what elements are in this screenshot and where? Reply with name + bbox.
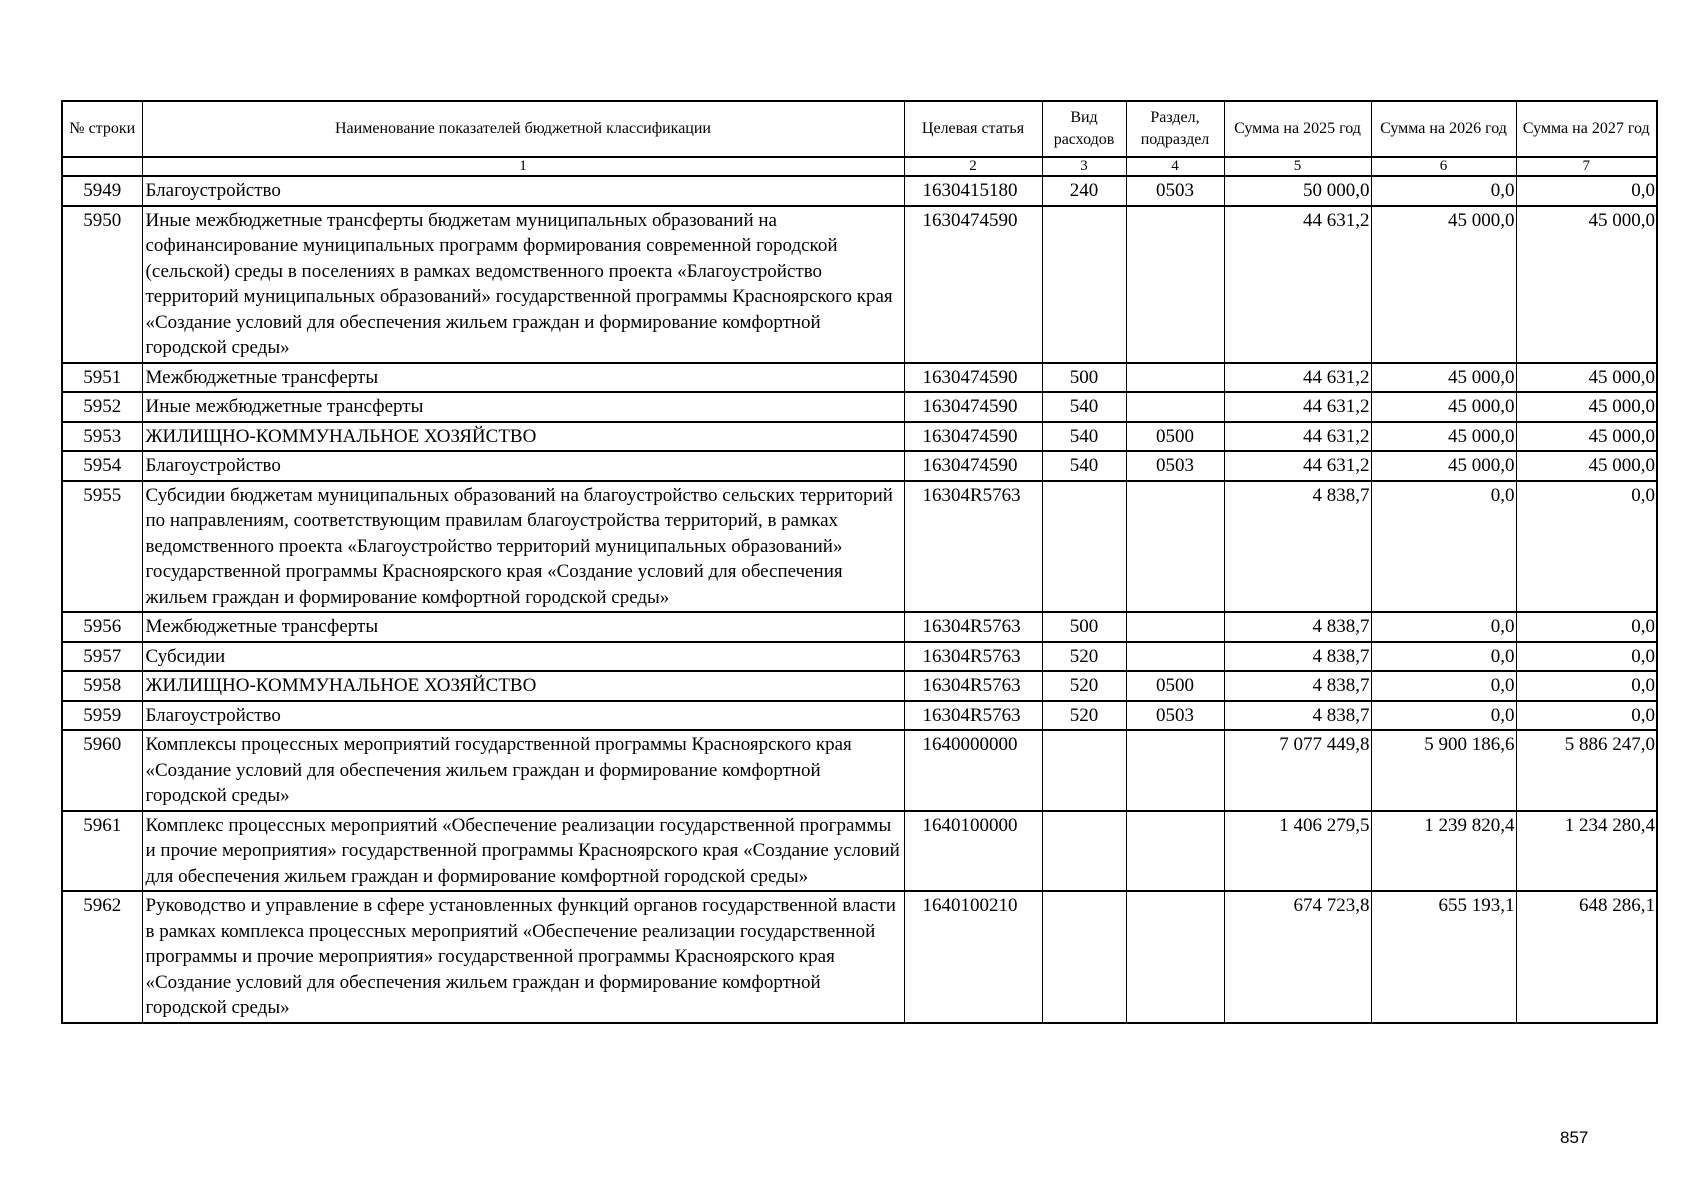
header-expense-type: Вид расходов — [1042, 101, 1126, 157]
sum-2027-cell: 45 000,0 — [1516, 392, 1657, 422]
row-number-cell: 5962 — [62, 891, 142, 1023]
sum-2027-cell: 45 000,0 — [1516, 206, 1657, 363]
row-number-cell: 5951 — [62, 363, 142, 393]
table-row — [62, 176, 1657, 206]
target-article-cell: 1640100210 — [904, 891, 1042, 1023]
target-article-cell: 16304R5763 — [904, 642, 1042, 672]
name-cell: ЖИЛИЩНО-КОММУНАЛЬНОЕ ХОЗЯЙСТВО — [142, 671, 904, 701]
name-cell: Благоустройство — [142, 451, 904, 481]
sum-2025-cell: 44 631,2 — [1224, 363, 1371, 393]
section-cell: 0500 — [1126, 671, 1224, 701]
sum-2025-cell: 44 631,2 — [1224, 206, 1371, 363]
target-article-cell: 1630474590 — [904, 206, 1042, 363]
expense-type-cell: 520 — [1042, 701, 1126, 731]
expense-type-cell — [1042, 481, 1126, 613]
table-row — [62, 671, 1657, 701]
name-cell: Иные межбюджетные трансферты — [142, 392, 904, 422]
target-article-cell: 1630474590 — [904, 422, 1042, 452]
sum-2026-cell: 0,0 — [1371, 612, 1516, 642]
expense-type-cell: 540 — [1042, 392, 1126, 422]
section-cell — [1126, 206, 1224, 363]
header-target-article: Целевая статья — [904, 101, 1042, 157]
name-cell: Руководство и управление в сфере установленных функций органов государственной власти в рамках комплекса процессных мероприятий «Обеспечение реализации государственной программы и прочие мероприятия» государственной программы Красноярского края «Создание условий для обеспечения жильем граждан и формирование комфортной городской среды» — [142, 891, 904, 1023]
name-cell: Межбюджетные трансферты — [142, 363, 904, 393]
table-row — [62, 642, 1657, 672]
sum-2026-cell: 0,0 — [1371, 701, 1516, 731]
sum-2025-cell: 4 838,7 — [1224, 671, 1371, 701]
target-article-cell: 16304R5763 — [904, 612, 1042, 642]
expense-type-cell — [1042, 891, 1126, 1023]
sum-2026-cell: 45 000,0 — [1371, 363, 1516, 393]
sum-2025-cell: 4 838,7 — [1224, 481, 1371, 613]
section-cell — [1126, 363, 1224, 393]
target-article-cell: 1640000000 — [904, 730, 1042, 811]
sum-2025-cell: 674 723,8 — [1224, 891, 1371, 1023]
table-row — [62, 392, 1657, 422]
table-header — [62, 101, 1657, 176]
sum-2025-cell: 50 000,0 — [1224, 176, 1371, 206]
row-number-cell: 5952 — [62, 392, 142, 422]
row-number-cell: 5960 — [62, 730, 142, 811]
sum-2025-cell: 44 631,2 — [1224, 422, 1371, 452]
section-cell: 0503 — [1126, 176, 1224, 206]
table-row — [62, 363, 1657, 393]
sum-2025-cell: 1 406 279,5 — [1224, 811, 1371, 892]
name-cell: Иные межбюджетные трансферты бюджетам муниципальных образований на софинансирование муниципальных программ формирования современной городской (сельской) среды в поселениях в рамках ведомственного проекта «Благоустройство территорий муниципальных образований» государственной программы Красноярского края «Создание условий для обеспечения жильем граждан и формирование комфортной городской среды» — [142, 206, 904, 363]
section-cell — [1126, 891, 1224, 1023]
header-row-number: № строки — [62, 101, 142, 157]
section-cell — [1126, 612, 1224, 642]
target-article-cell: 16304R5763 — [904, 671, 1042, 701]
row-number-cell: 5955 — [62, 481, 142, 613]
sum-2026-cell: 45 000,0 — [1371, 206, 1516, 363]
header-section: Раздел, подраздел — [1126, 101, 1224, 157]
column-number: 7 — [1516, 157, 1657, 176]
section-cell: 0503 — [1126, 451, 1224, 481]
row-number-cell: 5958 — [62, 671, 142, 701]
expense-type-cell: 520 — [1042, 642, 1126, 672]
sum-2026-cell: 0,0 — [1371, 642, 1516, 672]
sum-2026-cell: 0,0 — [1371, 481, 1516, 613]
sum-2026-cell: 45 000,0 — [1371, 392, 1516, 422]
column-number: 4 — [1126, 157, 1224, 176]
row-number-cell: 5949 — [62, 176, 142, 206]
expense-type-cell — [1042, 730, 1126, 811]
section-cell — [1126, 481, 1224, 613]
header-name: Наименование показателей бюджетной классификации — [142, 101, 904, 157]
target-article-cell: 1630474590 — [904, 392, 1042, 422]
sum-2025-cell: 44 631,2 — [1224, 392, 1371, 422]
sum-2027-cell: 45 000,0 — [1516, 422, 1657, 452]
sum-2027-cell: 45 000,0 — [1516, 451, 1657, 481]
row-number-cell: 5959 — [62, 701, 142, 731]
column-number: 5 — [1224, 157, 1371, 176]
expense-type-cell: 540 — [1042, 422, 1126, 452]
section-cell — [1126, 730, 1224, 811]
row-number-cell: 5957 — [62, 642, 142, 672]
row-number-cell: 5953 — [62, 422, 142, 452]
expense-type-cell: 500 — [1042, 612, 1126, 642]
column-number-blank — [62, 157, 142, 176]
expense-type-cell: 240 — [1042, 176, 1126, 206]
target-article-cell: 1630415180 — [904, 176, 1042, 206]
name-cell: Субсидии — [142, 642, 904, 672]
name-cell: ЖИЛИЩНО-КОММУНАЛЬНОЕ ХОЗЯЙСТВО — [142, 422, 904, 452]
sum-2027-cell: 648 286,1 — [1516, 891, 1657, 1023]
section-cell: 0503 — [1126, 701, 1224, 731]
sum-2027-cell: 0,0 — [1516, 176, 1657, 206]
table-row — [62, 451, 1657, 481]
name-cell: Комплекс процессных мероприятий «Обеспечение реализации государственной программы и прочие мероприятия» государственной программы Красноярского края «Создание условий для обеспечения жильем граждан и формирование комфортной городской среды» — [142, 811, 904, 892]
name-cell: Благоустройство — [142, 701, 904, 731]
section-cell: 0500 — [1126, 422, 1224, 452]
table-row — [62, 730, 1657, 811]
expense-type-cell: 500 — [1042, 363, 1126, 393]
expense-type-cell — [1042, 811, 1126, 892]
column-number: 2 — [904, 157, 1042, 176]
target-article-cell: 1630474590 — [904, 451, 1042, 481]
table-row — [62, 891, 1657, 1023]
sum-2027-cell: 0,0 — [1516, 612, 1657, 642]
target-article-cell: 1630474590 — [904, 363, 1042, 393]
section-cell — [1126, 392, 1224, 422]
expense-type-cell: 540 — [1042, 451, 1126, 481]
name-cell: Благоустройство — [142, 176, 904, 206]
sum-2027-cell: 45 000,0 — [1516, 363, 1657, 393]
column-number: 6 — [1371, 157, 1516, 176]
table-row — [62, 422, 1657, 452]
sum-2025-cell: 44 631,2 — [1224, 451, 1371, 481]
sum-2025-cell: 7 077 449,8 — [1224, 730, 1371, 811]
section-cell — [1126, 811, 1224, 892]
table-body — [62, 176, 1657, 1023]
page-number: 857 — [1560, 1128, 1589, 1147]
sum-2027-cell: 0,0 — [1516, 701, 1657, 731]
row-number-cell: 5956 — [62, 612, 142, 642]
target-article-cell: 1640100000 — [904, 811, 1042, 892]
sum-2027-cell: 5 886 247,0 — [1516, 730, 1657, 811]
row-number-cell: 5950 — [62, 206, 142, 363]
table-row — [62, 811, 1657, 892]
sum-2027-cell: 1 234 280,4 — [1516, 811, 1657, 892]
sum-2025-cell: 4 838,7 — [1224, 701, 1371, 731]
table-row — [62, 206, 1657, 363]
sum-2027-cell: 0,0 — [1516, 642, 1657, 672]
target-article-cell: 16304R5763 — [904, 481, 1042, 613]
sum-2025-cell: 4 838,7 — [1224, 642, 1371, 672]
name-cell: Комплексы процессных мероприятий государственной программы Красноярского края «Создание условий для обеспечения жильем граждан и формирование комфортной городской среды» — [142, 730, 904, 811]
expense-type-cell — [1042, 206, 1126, 363]
section-cell — [1126, 642, 1224, 672]
sum-2026-cell: 0,0 — [1371, 671, 1516, 701]
sum-2027-cell: 0,0 — [1516, 671, 1657, 701]
sum-2026-cell: 0,0 — [1371, 176, 1516, 206]
expense-type-cell: 520 — [1042, 671, 1126, 701]
sum-2026-cell: 45 000,0 — [1371, 422, 1516, 452]
row-number-cell: 5961 — [62, 811, 142, 892]
name-cell: Субсидии бюджетам муниципальных образований на благоустройство сельских территорий по направлениям, соответствующим правилам благоустройства территорий, в рамках ведомственного проекта «Благоустройство территорий муниципальных образований» государственной программы Красноярского края «Создание условий для обеспечения жильем граждан и формирование комфортной городской среды» — [142, 481, 904, 613]
sum-2026-cell: 655 193,1 — [1371, 891, 1516, 1023]
column-number: 1 — [142, 157, 904, 176]
table-row — [62, 612, 1657, 642]
header-sum-2026: Сумма на 2026 год — [1371, 101, 1516, 157]
header-sum-2027: Сумма на 2027 год — [1516, 101, 1657, 157]
table-row — [62, 701, 1657, 731]
budget-classification-table — [61, 100, 1658, 1024]
sum-2026-cell: 5 900 186,6 — [1371, 730, 1516, 811]
row-number-cell: 5954 — [62, 451, 142, 481]
sum-2026-cell: 45 000,0 — [1371, 451, 1516, 481]
sum-2027-cell: 0,0 — [1516, 481, 1657, 613]
sum-2026-cell: 1 239 820,4 — [1371, 811, 1516, 892]
name-cell: Межбюджетные трансферты — [142, 612, 904, 642]
header-sum-2025: Сумма на 2025 год — [1224, 101, 1371, 157]
sum-2025-cell: 4 838,7 — [1224, 612, 1371, 642]
table-row — [62, 481, 1657, 613]
target-article-cell: 16304R5763 — [904, 701, 1042, 731]
column-number: 3 — [1042, 157, 1126, 176]
